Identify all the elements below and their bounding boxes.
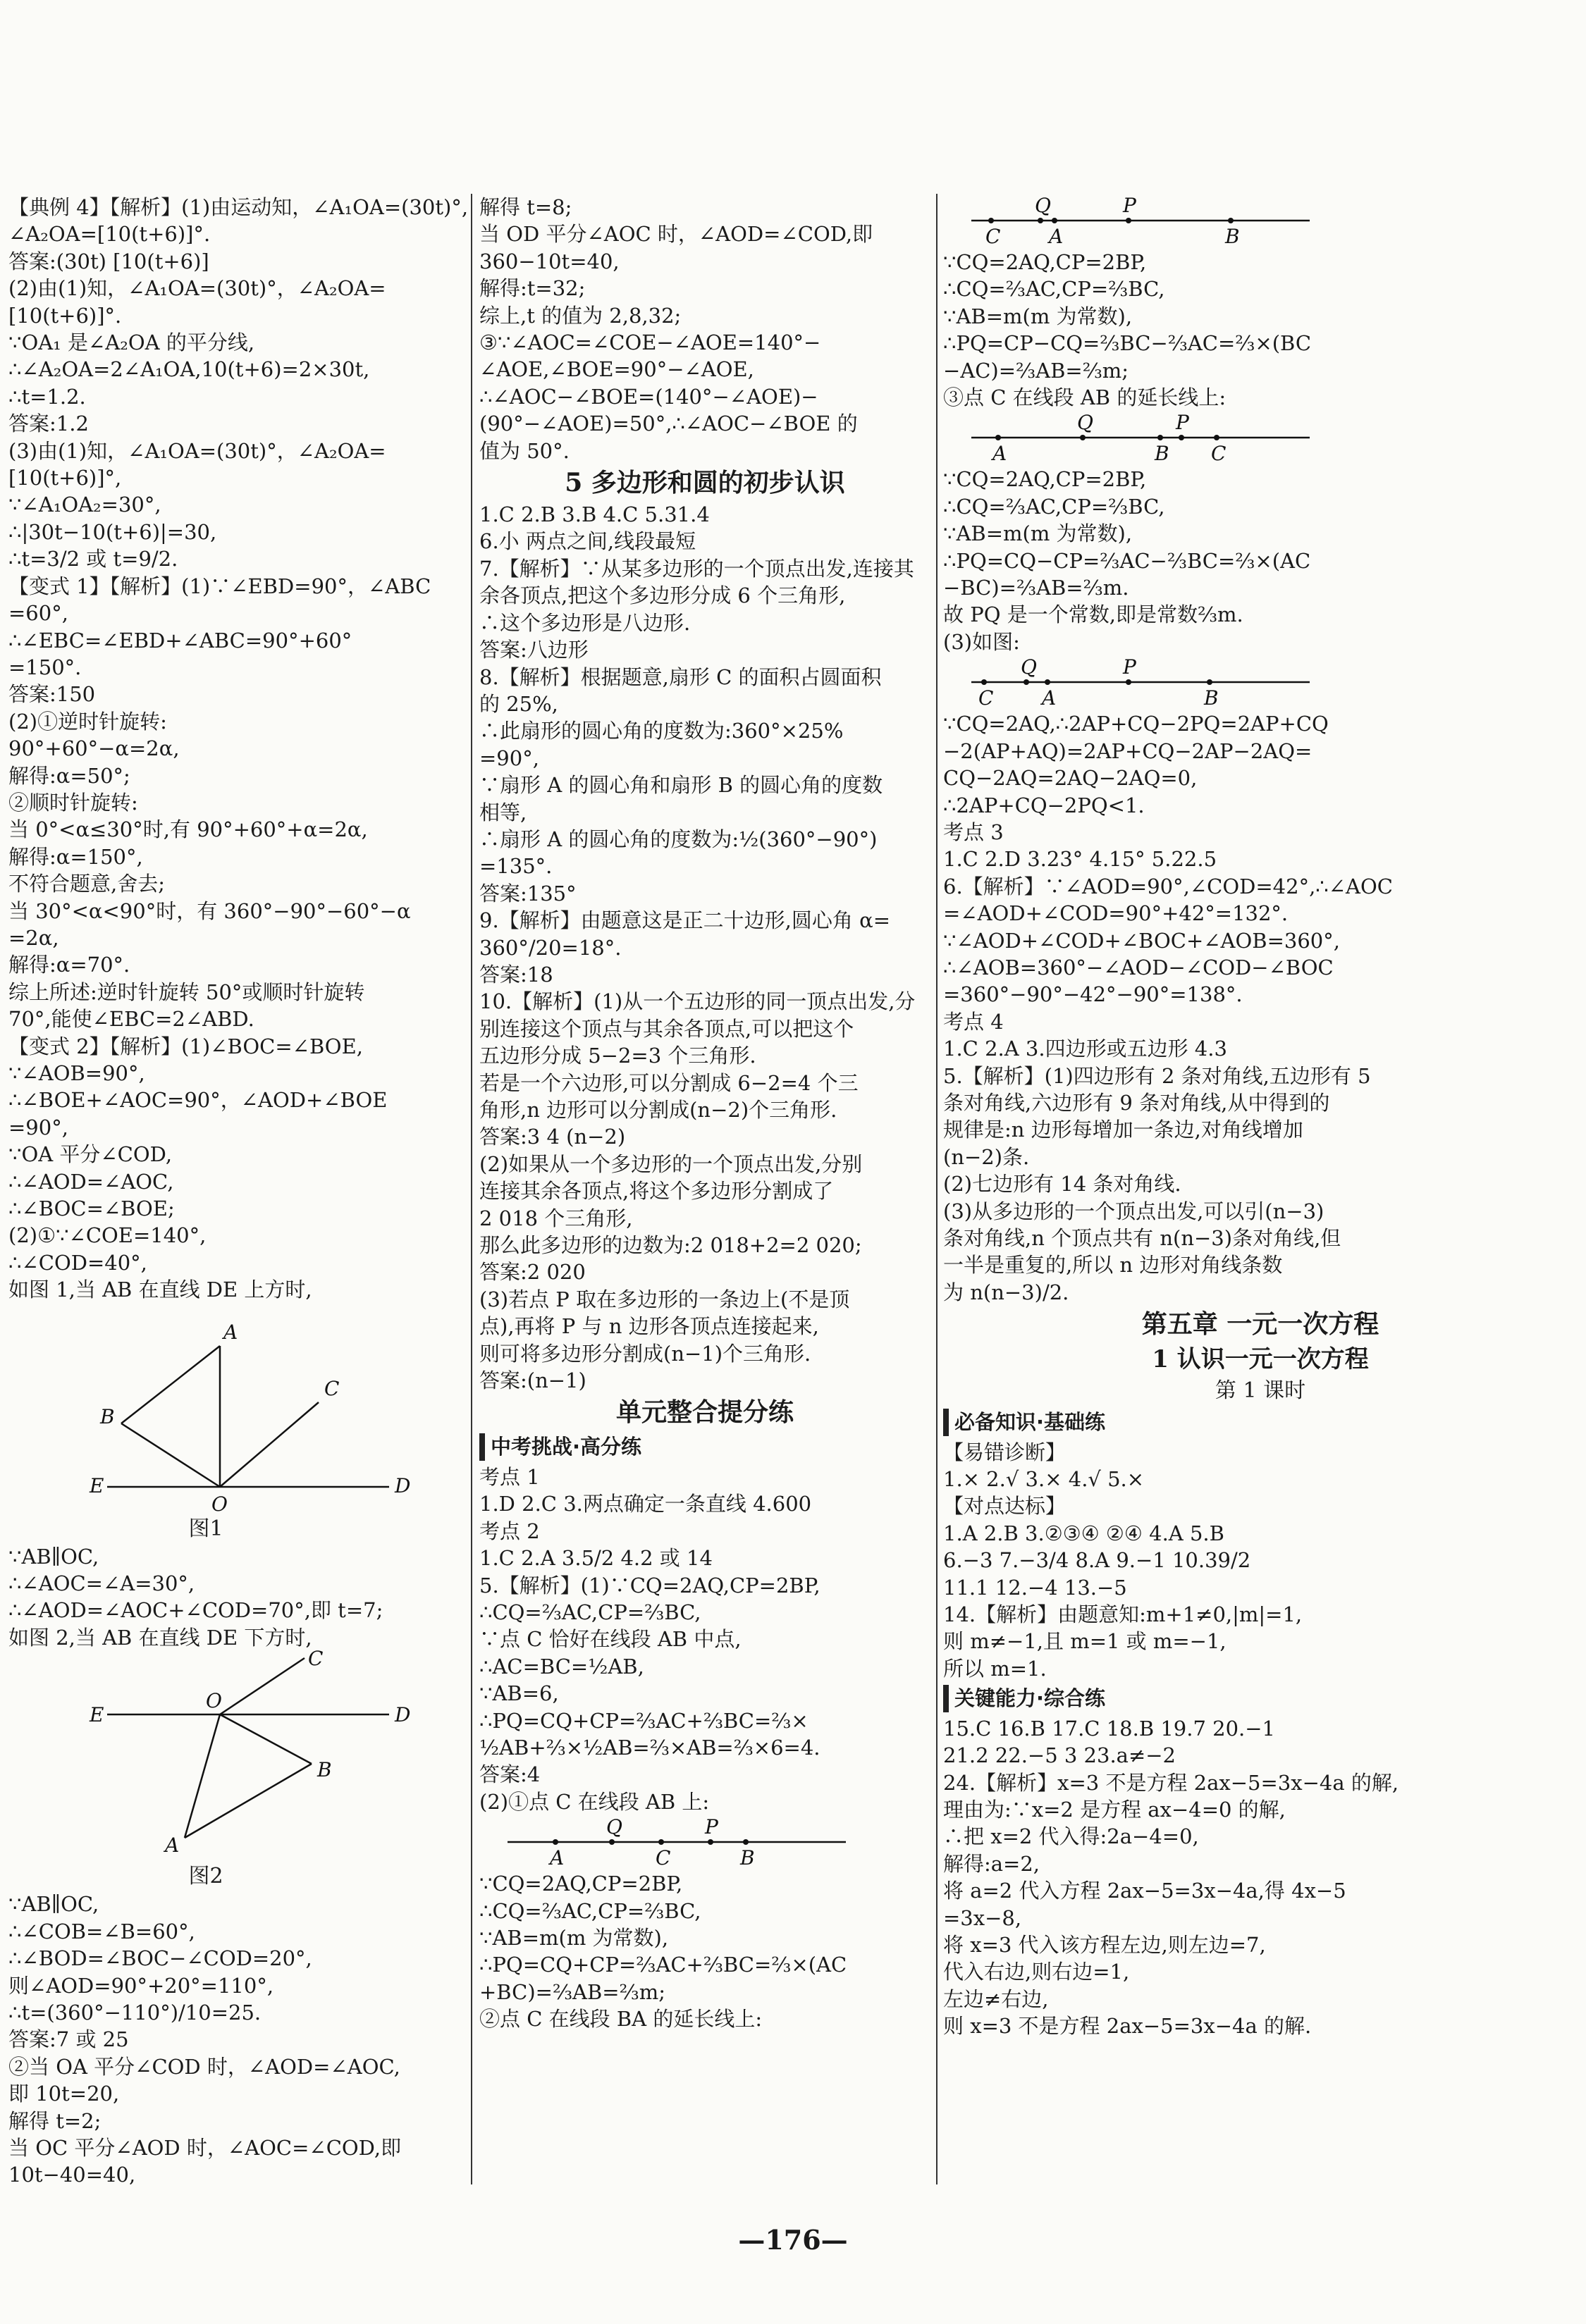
text-line: (2)七边形有 14 条对角线. [943,1172,1181,1197]
text-line: =2α, [8,925,59,950]
point-label: D [395,1473,411,1497]
text-line: 一半是重复的,所以 n 边形对角线条数 [943,1253,1283,1278]
text-line: 解得:α=150°, [8,844,143,869]
text-line: ∠A₂OA=[10(t+6)]°. [8,222,211,247]
text-line: ∵扇形 A 的圆心角和扇形 B 的圆心角的度数 [479,773,883,798]
point-label: C [985,225,1001,248]
text-line: 【典例 4】【解析】(1)由运动知，∠A₁OA=(30t)°, [8,195,469,219]
text-line: 21.2 22.−5 3 23.a≠−2 [943,1743,1176,1768]
text-line: 将 x=3 代入该方程左边,则左边=7, [943,1932,1266,1957]
section-label: 关键能力·综合练 [943,1685,1578,1712]
text-line: 故 PQ 是一个常数,即是常数⅔m. [943,602,1243,627]
text-line: 相等, [479,800,527,824]
text-line: ∵∠A₁OA₂=30°, [8,493,161,517]
text-line: 答案:(30t) [10(t+6)] [8,249,209,273]
text-line: 1.C 2.A 3.四边形或五边形 4.3 [943,1037,1227,1061]
text-line: =150°. [8,655,82,679]
fig6 [943,655,1578,710]
section-label: 中考挑战·高分练 [479,1433,930,1460]
section-label: 必备知识·基础练 [943,1409,1578,1435]
text-line: 14.【解析】由题意知:m+1≠0,|m|=1, [943,1602,1303,1627]
point-marker [1052,218,1057,223]
point-marker [609,1839,615,1845]
text-line: −AC)=⅔AB=⅔m; [943,358,1129,383]
text-line: 6.小 两点之间,线段最短 [479,529,696,554]
point-label: E [90,1703,104,1727]
text-line: 考点 4 [943,1009,1004,1034]
text-line: 1.C 2.B 3.B 4.C 5.31.4 [479,502,710,527]
text-line: ③∵∠AOC=∠COE−∠AOE=140°− [479,330,821,355]
point-marker [708,1839,713,1845]
text-line: ∵CQ=2AQ,CP=2BP, [943,250,1147,274]
point-label: Q [1077,411,1093,435]
text-line: 当 0°<α≤30°时,有 90°+60°+α=2α, [8,817,368,842]
text-line: ∴把 x=2 代入得:2a−4=0, [943,1824,1199,1849]
text-line: 五边形分成 5−2=3 个三角形. [479,1044,756,1068]
text-line: 则∠AOD=90°+20°=110°, [8,1973,274,1998]
text-line: +BC)=⅔AB=⅔m; [479,1979,665,2004]
text-line: 【对点达标】 [943,1494,1066,1519]
text-line: 即 10t=20, [8,2082,120,2106]
text-line: ∴|30t−10(t+6)|=30, [8,519,217,544]
text-line: 则 m≠−1,且 m=1 或 m=−1, [943,1629,1227,1654]
text-line: 不符合题意,舍去; [8,872,165,896]
text-line: ∵点 C 恰好在线段 AB 中点, [479,1627,742,1652]
text-line: 解得:α=50°; [8,763,130,788]
fig5 [943,411,1578,466]
text-line: ∴∠AOC−∠BOE=(140°−∠AOE)− [479,384,818,409]
text-line: =90°, [8,1115,68,1139]
text-line: 15.C 16.B 17.C 18.B 19.7 20.−1 [943,1716,1276,1741]
text-line: (2)①∵∠COE=140°, [8,1223,207,1248]
text-line: 70°,能使∠EBC=2∠ABD. [8,1007,254,1032]
text-line: ∴这个多边形是八边形. [479,610,691,635]
text-line: 则 x=3 不是方程 2ax−5=3x−4a 的解. [943,2014,1312,2039]
point-marker [1080,435,1086,440]
figure-caption: 图2 [188,1864,223,1889]
text-line: ∴∠BOD=∠BOC−∠COD=20°, [8,1946,312,1971]
text-line: ∴AC=BC=½AB, [479,1654,644,1679]
text-line: =360°−90°−42°−90°=138°. [943,982,1243,1007]
text-line: 当 OC 平分∠AOD 时，∠AOC=∠COD,即 [8,2135,402,2160]
text-line: 90°+60°−α=2α, [8,736,180,761]
text-line: 综上,t 的值为 2,8,32; [479,303,682,328]
point-label: P [1123,655,1136,679]
point-marker [981,679,987,685]
text-line: 解得:a=2, [943,1851,1040,1876]
text-line: 10t−40=40, [8,2163,136,2187]
text-line: ∴∠BOC=∠BOE; [8,1197,175,1221]
text-line: 考点 3 [943,820,1004,844]
text-line: 360°/20=18°. [479,935,622,960]
text-line: ∴∠EBC=∠EBD+∠ABC=90°+60° [8,628,352,653]
text-line: ∴PQ=CP−CQ=⅔BC−⅔AC=⅔×(BC [943,331,1312,356]
fig2 [8,1647,467,1891]
text-line: =3x−8, [943,1905,1022,1930]
text-line: ½AB+⅔×½AB=⅔×AB=⅔×6=4. [479,1735,820,1760]
text-line: 理由为:∵x=2 是方程 ax−4=0 的解, [943,1797,1286,1822]
text-line: ②顺时针旋转: [8,790,138,815]
text-line: ∴∠COB=∠B=60°, [8,1919,195,1943]
text-line: 答案:7 或 25 [8,2027,129,2052]
text-line: 解得 t=8; [479,195,572,219]
point-label: O [211,1492,228,1516]
text-line: ∴CQ=⅔AC,CP=⅔BC, [943,277,1165,302]
text-line: ∵AB=m(m 为常数), [943,521,1133,546]
text-line: 1.D 2.C 3.两点确定一条直线 4.600 [479,1492,812,1516]
text-line: ∵∠AOB=90°, [8,1061,145,1085]
text-line: ∴t=3/2 或 t=9/2. [8,547,178,571]
text-line: 10.【解析】(1)从一个五边形的同一顶点出发,分 [479,989,916,1014]
text-line: −BC)=⅔AB=⅔m. [943,576,1129,600]
text-line: 条对角线,n 个顶点共有 n(n−3)条对角线,但 [943,1226,1341,1250]
point-marker [1228,218,1234,223]
text-line: (3)如图: [943,629,1020,654]
text-line: 解得:t=32; [479,276,586,301]
point-label: A [992,442,1007,466]
point-label: P [705,1815,718,1839]
text-line: ∴∠A₂OA=2∠A₁OA,10(t+6)=2×30t, [8,357,370,382]
text-line: 解得 t=2; [8,2108,102,2133]
text-line: ∴∠COD=40°, [8,1250,147,1275]
column-divider [936,194,938,2184]
point-label: C [656,1846,671,1870]
text-line: ∴此扇形的圆心角的度数为:360°×25% [479,719,844,743]
text-line: 答案:150 [8,682,96,707]
text-line: ∴扇形 A 的圆心角的度数为:½(360°−90°) [479,827,878,851]
point-label: C [1211,442,1227,466]
text-line: 如图 2,当 AB 在直线 DE 下方时, [8,1625,312,1650]
text-line: 所以 m=1. [943,1656,1047,1681]
text-line: 左边≠右边, [943,1986,1049,2011]
text-line: (n−2)条. [943,1144,1030,1169]
text-line: 答案:18 [479,962,553,987]
text-line: 答案:(n−1) [479,1368,586,1393]
text-line: 当 30°<α<90°时，有 360°−90°−60°−α [8,898,411,923]
text-line: ∴t=1.2. [8,384,86,409]
point-label: Q [606,1815,622,1839]
point-marker [553,1839,558,1845]
text-line: 点),再将 P 与 n 边形各顶点连接起来, [479,1314,819,1339]
point-marker [988,218,994,223]
point-label: C [324,1376,340,1400]
text-line: 【变式 2】【解析】(1)∠BOC=∠BOE, [8,1034,363,1058]
point-label: C [978,686,994,710]
fig3 [479,1815,930,1870]
point-label: P [1176,411,1189,435]
point-label: O [206,1689,222,1713]
text-line: (2)①逆时针旋转: [8,709,167,734]
text-line: ∴∠AOC=∠A=30°, [8,1571,195,1596]
page-number: —176— [738,2224,848,2256]
figure-caption: 图1 [188,1516,223,1541]
text-line: 7.【解析】∵从某多边形的一个顶点出发,连接其 [479,556,914,581]
text-line: 1.A 2.B 3.②③④ ②④ 4.A 5.B [943,1521,1224,1545]
point-label: B [1155,442,1169,466]
text-line: (3)若点 P 取在多边形的一条边上(不是顶 [479,1287,850,1311]
text-line: 9.【解析】由题意这是正二十边形,圆心角 α= [479,908,890,933]
text-line: ∴PQ=CQ+CP=⅔AC+⅔BC=⅔× [479,1708,809,1733]
point-marker [1157,435,1163,440]
text-line: ∴∠AOD=∠AOC, [8,1169,174,1194]
text-line: ∵AB=m(m 为常数), [943,304,1133,328]
text-line: [10(t+6)]°, [8,466,122,490]
text-line: 为 n(n−3)/2. [943,1280,1069,1304]
text-line: 当 OD 平分∠AOC 时，∠AOD=∠COD,即 [479,222,873,247]
text-line: 若是一个六边形,可以分割成 6−2=4 个三 [479,1070,859,1095]
text-line: ∵AB∥OC, [8,1892,99,1917]
text-line: 【易错诊断】 [943,1440,1066,1464]
section-heading: 第五章 一元一次方程 [1141,1309,1379,1340]
text-line: 解得:α=70°. [8,953,130,977]
section-heading: 5 多边形和圆的初步认识 [565,468,845,498]
text-line: 24.【解析】x=3 不是方程 2ax−5=3x−4a 的解, [943,1770,1399,1795]
text-line: 答案:八边形 [479,638,589,662]
lesson-heading: 1 认识一元一次方程 [1152,1345,1369,1374]
point-label: B [740,1846,755,1870]
point-marker [1126,218,1131,223]
column-divider [471,194,472,2184]
text-line: 答案:135° [479,881,577,906]
text-line: ∴CQ=⅔AC,CP=⅔BC, [479,1898,701,1923]
point-label: Q [1035,194,1051,217]
text-line: ∵AB∥OC, [8,1544,99,1569]
text-line: (2)如果从一个多边形的一个顶点出发,分别 [479,1151,863,1176]
text-line: 余各顶点,把这个多边形分成 6 个三角形, [479,583,846,608]
text-line: 1.× 2.√ 3.× 4.√ 5.× [943,1467,1145,1492]
text-line: (2)①点 C 在线段 AB 上: [479,1789,710,1814]
text-line: 综上所述:逆时针旋转 50°或顺时针旋转 [8,979,365,1004]
text-line: CQ−2AQ=2AQ−2AQ=0, [943,766,1198,791]
point-label: Q [1021,655,1037,679]
text-line: 则可将多边形分割成(n−1)个三角形. [479,1341,811,1366]
text-line: 11.1 12.−4 13.−5 [943,1575,1127,1600]
text-line: (2)由(1)知，∠A₁OA=(30t)°，∠A₂OA= [8,276,386,301]
text-line: ③点 C 在线段 AB 的延长线上: [943,385,1227,410]
text-line: 【变式 1】【解析】(1)∵∠EBD=90°，∠ABC [8,574,431,598]
text-line: 5.【解析】(1)四边形有 2 条对角线,五边形有 5 [943,1063,1371,1088]
text-line: ∵AB=m(m 为常数), [479,1925,669,1950]
text-line: ∴∠BOE+∠AOC=90°，∠AOD+∠BOE [8,1088,388,1113]
text-line: 1.C 2.D 3.23° 4.15° 5.22.5 [943,847,1217,872]
answer-column-right [943,194,1578,2040]
text-line: ∴∠AOD=∠AOC+∠COD=70°,即 t=7; [8,1598,383,1623]
answer-column-middle [479,194,930,2033]
point-label: E [90,1473,104,1497]
text-line: =∠AOD+∠COD=90°+42°=132°. [943,901,1289,926]
point-label: B [1204,686,1219,710]
point-label: D [395,1703,411,1727]
text-line: =60°, [8,601,68,626]
point-label: C [308,1647,324,1671]
point-label: B [317,1758,332,1782]
fig4 [943,194,1578,249]
text-line: ∴CQ=⅔AC,CP=⅔BC, [943,494,1165,519]
text-line: ②点 C 在线段 BA 的延长线上: [479,2007,763,2032]
text-line: ∵OA 平分∠COD, [8,1142,173,1167]
text-line: ∴t=(360°−110°)/10=25. [8,2000,262,2025]
text-line: (3)从多边形的一个顶点出发,可以引(n−3) [943,1199,1324,1223]
answer-column-left [8,194,467,2189]
text-line: ∠AOE,∠BOE=90°−∠AOE, [479,357,754,382]
text-line: −2(AP+AQ)=2AP+CQ−2AP−2AQ= [943,738,1313,763]
text-line: ∵AB=6, [479,1681,559,1706]
text-line: ∴PQ=CQ−CP=⅔AC−⅔BC=⅔×(AC [943,548,1311,573]
point-marker [1214,435,1219,440]
text-line: 8.【解析】根据题意,扇形 C 的面积占圆面积 [479,665,882,689]
text-line: =135°. [479,854,553,879]
text-line: 别连接这个顶点与其余各顶点,可以把这个 [479,1016,854,1041]
text-line: 规律是:n 边形每增加一条边,对角线增加 [943,1118,1303,1142]
text-line: 5.【解析】(1)∵CQ=2AQ,CP=2BP, [479,1573,820,1597]
fig1 [8,1304,467,1543]
text-line: 角形,n 边形可以分割成(n−2)个三角形. [479,1098,837,1122]
text-line: ∵CQ=2AQ,CP=2BP, [943,467,1147,492]
point-label: A [1042,686,1057,710]
text-line: 考点 2 [479,1519,540,1543]
text-line: 答案:4 [479,1762,541,1787]
text-line: 答案:1.2 [8,412,89,436]
point-label: P [1123,194,1136,217]
point-marker [1023,679,1029,685]
text-line: 值为 50°. [479,438,570,463]
text-line: ②当 OA 平分∠COD 时，∠AOD=∠AOC, [8,2054,400,2079]
text-line: ∵OA₁ 是∠A₂OA 的平分线, [8,330,255,355]
point-label: B [100,1404,115,1428]
lesson-subheading: 第 1 课时 [1215,1378,1306,1404]
text-line: (90°−∠AOE)=50°,∴∠AOC−∠BOE 的 [479,412,858,436]
text-line: ∵∠AOD+∠COD+∠BOC+∠AOB=360°, [943,928,1340,953]
point-label: A [165,1834,180,1858]
text-line: ∵CQ=2AQ,CP=2BP, [479,1872,683,1896]
text-line: 6.【解析】∵∠AOD=90°,∠COD=42°,∴∠AOC [943,874,1393,898]
point-marker [1038,218,1043,223]
text-line: [10(t+6)]°. [8,303,122,328]
text-line: 条对角线,六边形有 9 条对角线,从中得到的 [943,1090,1330,1115]
text-line: 如图 1,当 AB 在直线 DE 上方时, [8,1278,312,1302]
point-marker [658,1839,664,1845]
point-label: A [1049,225,1064,248]
point-marker [1179,435,1184,440]
text-line: 答案:2 020 [479,1260,586,1285]
text-line: 那么此多边形的边数为:2 018+2=2 020; [479,1233,862,1258]
point-marker [1126,679,1131,685]
text-line: 6.−3 7.−3/4 8.A 9.−1 10.39/2 [943,1548,1251,1573]
point-marker [1045,679,1050,685]
text-line: ∵CQ=2AQ,∴2AP+CQ−2PQ=2AP+CQ [943,712,1329,736]
text-line: 1.C 2.A 3.5/2 4.2 或 14 [479,1546,713,1571]
point-marker [995,435,1001,440]
text-line: ∴PQ=CQ+CP=⅔AC+⅔BC=⅔×(AC [479,1953,847,1977]
text-line: 答案:3 4 (n−2) [479,1125,626,1149]
text-line: 2 018 个三角形, [479,1206,633,1230]
text-line: =90°, [479,746,539,770]
text-line: ∴2AP+CQ−2PQ<1. [943,793,1145,817]
text-line: 连接其余各顶点,将这个多边形分割成了 [479,1179,834,1204]
text-line: 的 25%, [479,691,558,716]
section-heading: 单元整合提分练 [615,1397,794,1428]
point-label: A [550,1846,565,1870]
text-line: ∴CQ=⅔AC,CP=⅔BC, [479,1600,701,1624]
point-label: A [223,1320,238,1344]
text-line: (3)由(1)知，∠A₁OA=(30t)°，∠A₂OA= [8,438,386,463]
text-line: 将 a=2 代入方程 2ax−5=3x−4a,得 4x−5 [943,1879,1346,1903]
text-line: 考点 1 [479,1464,540,1489]
text-line: ∴∠AOB=360°−∠AOD−∠COD−∠BOC [943,955,1334,979]
point-marker [743,1839,749,1845]
point-marker [1207,679,1212,685]
text-line: 360−10t=40, [479,249,620,273]
point-label: B [1225,225,1240,248]
text-line: 代入右边,则右边=1, [943,1960,1130,1984]
